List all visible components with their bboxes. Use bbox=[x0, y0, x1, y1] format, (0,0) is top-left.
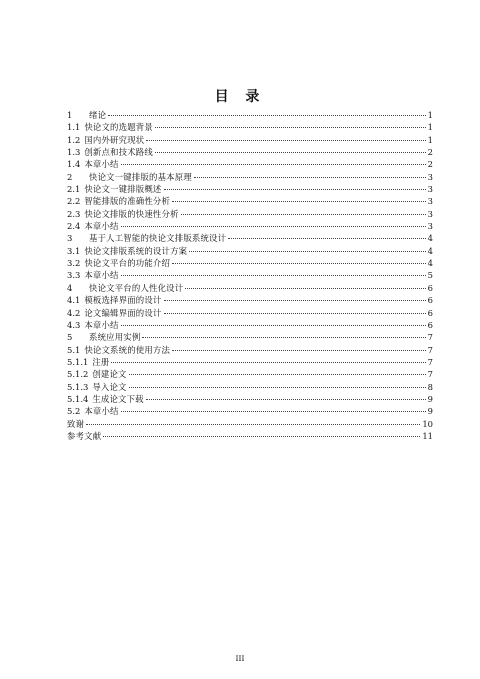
toc-entry-number: 3.1 bbox=[67, 245, 81, 256]
toc-entry-page: 8 bbox=[427, 381, 433, 392]
toc-entry bbox=[67, 368, 433, 380]
dot-leader bbox=[121, 325, 426, 326]
toc-entry bbox=[67, 430, 433, 442]
toc-entry bbox=[67, 307, 433, 319]
toc-entry-page: 7 bbox=[427, 344, 433, 355]
toc-entry-page: 6 bbox=[427, 295, 433, 306]
toc-entry bbox=[67, 220, 433, 232]
toc-entry-title: 本章小结 bbox=[84, 159, 119, 170]
toc-entry bbox=[67, 405, 433, 417]
toc-entry-title: 快论文的选题背景 bbox=[84, 122, 153, 133]
toc-entry-title: 创建论文 bbox=[92, 369, 127, 380]
dot-leader bbox=[121, 275, 426, 276]
dot-leader bbox=[121, 411, 426, 412]
dot-leader bbox=[155, 152, 426, 153]
dot-leader bbox=[129, 387, 426, 388]
toc-entry-page: 11 bbox=[422, 430, 433, 441]
toc-entry-number: 5.1.3 bbox=[67, 381, 89, 392]
toc-entry-title: 快论文平台的功能介绍 bbox=[84, 258, 171, 269]
toc-entry-number: 5 bbox=[67, 332, 73, 343]
dot-leader bbox=[228, 238, 425, 239]
toc-entry-title: 快论文排版的快速性分析 bbox=[84, 208, 179, 219]
toc-entry-title: 快论文系统的使用方法 bbox=[84, 344, 171, 355]
toc-entry-number: 5.1.2 bbox=[67, 369, 89, 380]
toc-entry bbox=[67, 381, 433, 393]
toc-entry-page: 4 bbox=[427, 245, 433, 256]
toc-entry-page: 5 bbox=[427, 270, 433, 281]
toc-entry-page: 3 bbox=[427, 196, 433, 207]
dot-leader bbox=[172, 350, 426, 351]
dot-leader bbox=[172, 201, 426, 202]
toc-entry-page: 1 bbox=[427, 134, 433, 145]
toc-entry bbox=[67, 418, 433, 430]
toc-entry-number: 5.1 bbox=[67, 344, 81, 355]
toc-entry-title: 创新点和技术路线 bbox=[84, 147, 153, 158]
toc-entry-number: 4.1 bbox=[67, 295, 81, 306]
toc-entry-number: 2.4 bbox=[67, 221, 81, 232]
toc-entry-number: 1.2 bbox=[67, 134, 81, 145]
toc-entry-title: 基于人工智能的快论文排版系统设计 bbox=[89, 233, 227, 244]
toc-entry-number: 5.1.4 bbox=[67, 393, 89, 404]
toc-entry-number: 4 bbox=[67, 282, 73, 293]
toc-entry-page: 9 bbox=[427, 406, 433, 417]
toc-entry-page: 7 bbox=[427, 369, 433, 380]
toc-entry bbox=[67, 134, 433, 146]
toc-entry-number: 3.2 bbox=[67, 258, 81, 269]
toc-entry-title: 国内外研究现状 bbox=[84, 134, 145, 145]
toc-entry-title: 系统应用实例 bbox=[89, 332, 141, 343]
toc-entry-number: 2.2 bbox=[67, 196, 81, 207]
page-title: 目 录 bbox=[214, 89, 266, 105]
toc-entry-number: 5.2 bbox=[67, 406, 81, 417]
toc-entry bbox=[67, 146, 433, 158]
toc-entry-page: 1 bbox=[427, 110, 433, 120]
table-of-contents bbox=[67, 109, 433, 442]
toc-entry-number: 1.4 bbox=[67, 159, 81, 170]
toc-entry bbox=[67, 109, 433, 121]
toc-entry bbox=[67, 171, 433, 183]
toc-entry-title: 生成论文下载 bbox=[92, 393, 144, 404]
toc-entry bbox=[67, 195, 433, 207]
toc-entry-title: 参考文献 bbox=[67, 430, 102, 441]
toc-entry-title: 快论文排版系统的设计方案 bbox=[84, 245, 188, 256]
toc-entry bbox=[67, 269, 433, 281]
toc-entry-number: 4.3 bbox=[67, 319, 81, 330]
toc-entry bbox=[67, 232, 433, 244]
toc-entry-title: 快论文一键排版的基本原理 bbox=[89, 171, 192, 182]
dot-leader bbox=[142, 337, 425, 338]
toc-entry-title: 模板选择界面的设计 bbox=[84, 295, 162, 306]
toc-entry-page: 6 bbox=[427, 319, 433, 330]
dot-leader bbox=[86, 424, 420, 425]
toc-entry-title: 本章小结 bbox=[84, 221, 119, 232]
dot-leader bbox=[164, 189, 426, 190]
toc-entry bbox=[67, 344, 433, 356]
toc-entry-page: 7 bbox=[427, 332, 433, 343]
toc-entry-page: 3 bbox=[427, 184, 433, 195]
dot-leader bbox=[111, 362, 425, 363]
toc-entry-title: 快论文平台的人性化设计 bbox=[89, 282, 184, 293]
dot-leader bbox=[129, 374, 426, 375]
dot-leader bbox=[108, 115, 426, 116]
dot-leader bbox=[172, 263, 426, 264]
toc-entry-number: 2 bbox=[67, 171, 73, 182]
toc-entry-number: 2.3 bbox=[67, 208, 81, 219]
dot-leader bbox=[194, 177, 426, 178]
toc-entry-title: 论文编辑界面的设计 bbox=[84, 307, 162, 318]
toc-entry-number: 3.3 bbox=[67, 270, 81, 281]
toc-entry-title: 绪论 bbox=[89, 110, 107, 120]
toc-entry-page: 3 bbox=[427, 171, 433, 182]
toc-entry-title: 导入论文 bbox=[92, 381, 127, 392]
toc-entry bbox=[67, 158, 433, 170]
toc-entry bbox=[67, 257, 433, 269]
toc-entry-page: 3 bbox=[427, 221, 433, 232]
toc-entry-page: 3 bbox=[427, 208, 433, 219]
toc-entry-number: 4.2 bbox=[67, 307, 81, 318]
dot-leader bbox=[181, 214, 426, 215]
toc-entry-title: 智能排版的准确性分析 bbox=[84, 196, 171, 207]
toc-entry bbox=[67, 208, 433, 220]
toc-entry-page: 2 bbox=[427, 159, 433, 170]
toc-entry-number: 3 bbox=[67, 233, 73, 244]
dot-leader bbox=[121, 164, 426, 165]
toc-entry-number: 5.1.1 bbox=[67, 356, 89, 367]
toc-entry-page: 1 bbox=[427, 122, 433, 133]
toc-entry bbox=[67, 294, 433, 306]
toc-entry bbox=[67, 183, 433, 195]
dot-leader bbox=[146, 399, 426, 400]
toc-entry-page: 7 bbox=[427, 356, 433, 367]
dot-leader bbox=[146, 140, 425, 141]
toc-entry-page: 9 bbox=[427, 393, 433, 404]
toc-entry-page: 6 bbox=[427, 282, 433, 293]
dot-leader bbox=[121, 226, 426, 227]
toc-entry-title: 本章小结 bbox=[84, 406, 119, 417]
toc-entry-number: 1 bbox=[67, 110, 73, 120]
dot-leader bbox=[103, 436, 420, 437]
dot-leader bbox=[164, 300, 426, 301]
toc-entry-title: 致谢 bbox=[67, 418, 85, 429]
toc-entry-number: 1.1 bbox=[67, 122, 81, 133]
toc-entry bbox=[67, 356, 433, 368]
toc-entry-number: 1.3 bbox=[67, 147, 81, 158]
toc-entry-page: 4 bbox=[427, 233, 433, 244]
toc-entry-page: 4 bbox=[427, 258, 433, 269]
page-number: III bbox=[235, 654, 245, 663]
toc-entry bbox=[67, 319, 433, 331]
dot-leader bbox=[185, 288, 425, 289]
dot-leader bbox=[155, 127, 426, 128]
dot-leader bbox=[189, 251, 425, 252]
toc-entry-number: 2.1 bbox=[67, 184, 81, 195]
toc-entry-page: 10 bbox=[422, 418, 433, 429]
toc-entry bbox=[67, 121, 433, 133]
toc-entry bbox=[67, 393, 433, 405]
toc-entry-page: 2 bbox=[427, 147, 433, 158]
toc-entry-title: 注册 bbox=[92, 356, 110, 367]
toc-entry-page: 6 bbox=[427, 307, 433, 318]
dot-leader bbox=[164, 313, 426, 314]
toc-entry bbox=[67, 282, 433, 294]
toc-entry-title: 本章小结 bbox=[84, 270, 119, 281]
toc-entry bbox=[67, 331, 433, 343]
toc-entry-title: 快论文一键排版概述 bbox=[84, 184, 162, 195]
toc-entry-title: 本章小结 bbox=[84, 319, 119, 330]
toc-entry bbox=[67, 245, 433, 257]
